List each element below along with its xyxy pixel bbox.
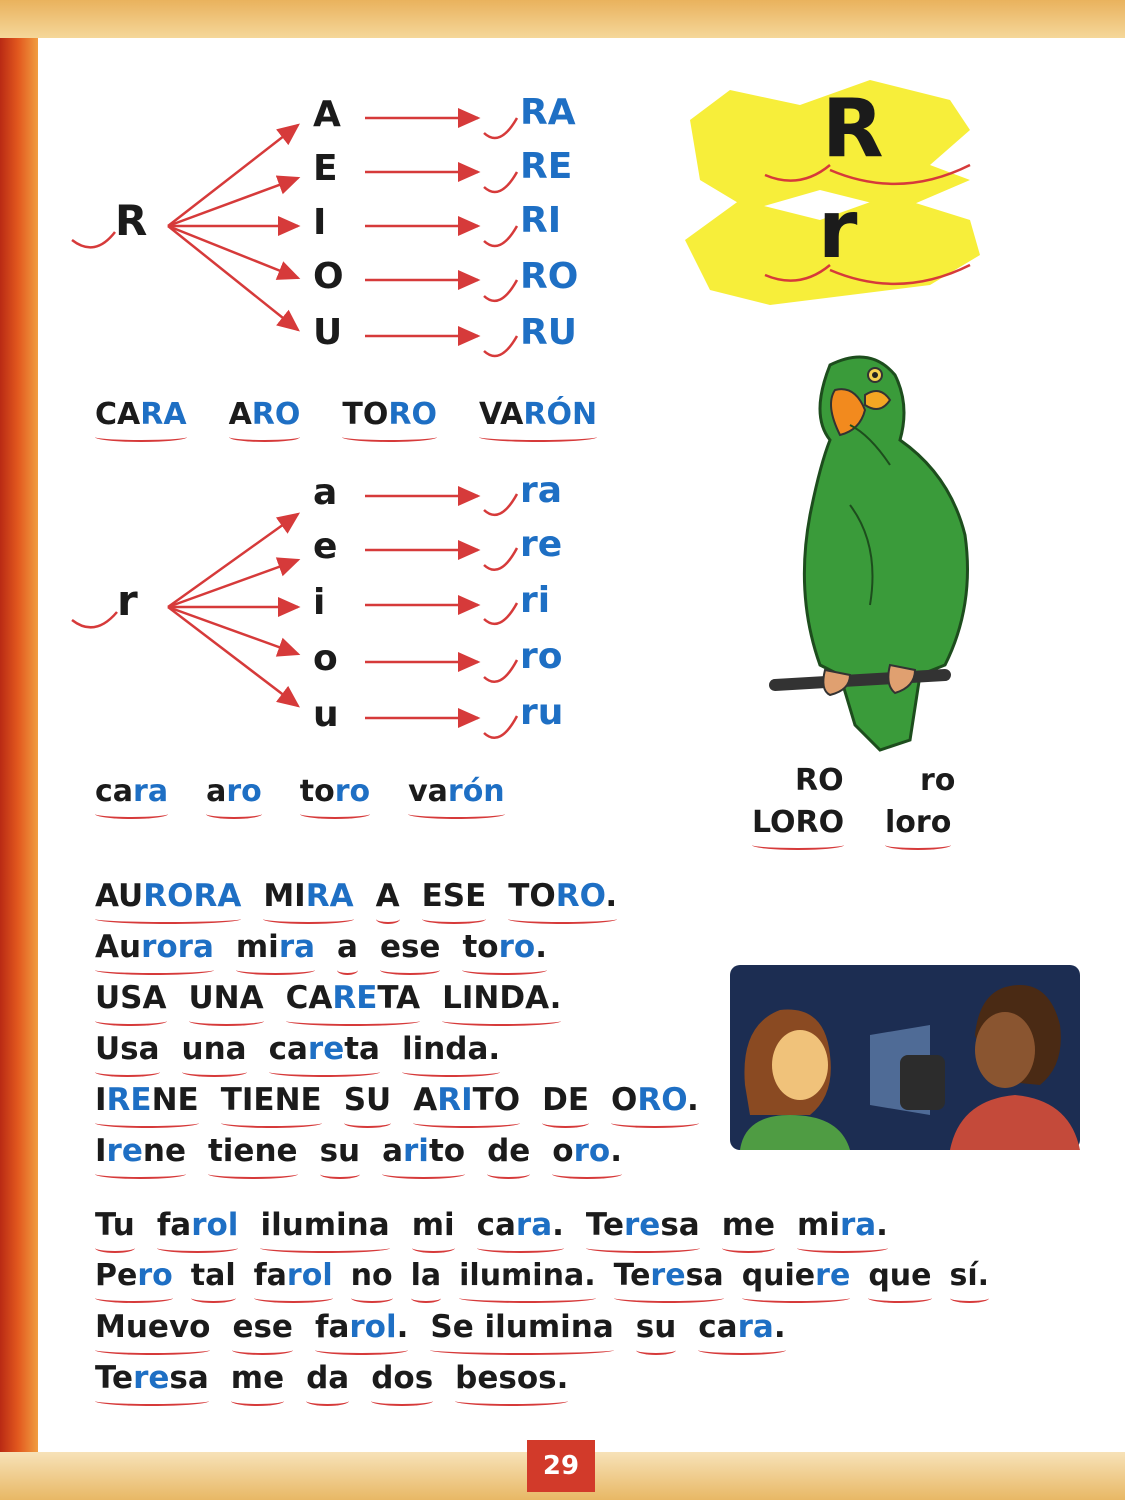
word: dos <box>371 1360 433 1400</box>
word: CARETA <box>286 980 421 1020</box>
word: AURORA <box>95 878 241 918</box>
word: Muevo <box>95 1309 210 1349</box>
word: linda. <box>402 1031 500 1071</box>
upper-vowel: U <box>313 312 343 353</box>
word: Teresa <box>586 1207 700 1247</box>
lower-vowel: a <box>313 472 338 513</box>
word: me <box>722 1207 775 1247</box>
word: una <box>182 1031 247 1071</box>
word: a <box>337 929 358 969</box>
parrot-illustration <box>760 345 980 755</box>
word: cara. <box>477 1207 564 1247</box>
word: quiere <box>742 1258 851 1297</box>
upper-word-row <box>95 397 597 436</box>
upper-vowel: A <box>313 94 341 135</box>
sentence-line <box>95 878 639 918</box>
word: tal <box>191 1258 236 1297</box>
word: USA <box>95 980 167 1020</box>
lower-syllable: ra <box>520 470 563 511</box>
lower-vowel: o <box>313 638 338 679</box>
parrot-caption-syllable-upper: RO <box>795 763 844 798</box>
upper-syllable: RA <box>520 92 576 133</box>
word: la <box>411 1258 442 1297</box>
word: aro <box>206 774 262 813</box>
lower-vowel: u <box>313 694 339 735</box>
word: ARO <box>229 397 301 436</box>
word: mi <box>412 1207 455 1247</box>
lantern-illustration <box>730 965 1080 1150</box>
letter-card-upper: R <box>822 82 884 175</box>
word: da <box>306 1360 349 1400</box>
upper-vowel: O <box>313 256 344 297</box>
word: ESE <box>422 878 487 918</box>
word: Se ilumina <box>430 1309 613 1349</box>
word: cara. <box>698 1309 785 1349</box>
word: LINDA. <box>442 980 561 1020</box>
word: mira. <box>797 1207 888 1247</box>
word: TIENE <box>221 1082 322 1122</box>
upper-vowel: E <box>313 148 338 189</box>
word: TORO <box>342 397 437 436</box>
upper-syllable: RU <box>520 312 577 353</box>
word: Usa <box>95 1031 160 1071</box>
word: sí. <box>950 1258 990 1297</box>
story-line <box>95 1360 590 1400</box>
word: VARÓN <box>479 397 597 436</box>
lower-syllable: ri <box>520 580 551 621</box>
word: no <box>351 1258 393 1297</box>
lower-consonant: r <box>117 576 138 625</box>
story-line <box>95 1309 808 1349</box>
word: ilumina <box>260 1207 389 1247</box>
sentence-line <box>95 1082 721 1122</box>
word: Pero <box>95 1258 173 1297</box>
story-line <box>95 1258 989 1297</box>
upper-syllable: RO <box>520 256 579 297</box>
parrot-caption-syllable-lower: ro <box>920 763 956 798</box>
word: cara <box>95 774 168 813</box>
word: tiene <box>208 1133 298 1173</box>
word: su <box>636 1309 677 1349</box>
parrot-caption-word-lower: loro <box>885 805 951 844</box>
word: de <box>487 1133 530 1173</box>
word: que <box>868 1258 931 1297</box>
word: ARITO <box>413 1082 520 1122</box>
sentence-line <box>95 980 583 1020</box>
story-line <box>95 1207 910 1247</box>
parrot-caption-word-upper: LORO <box>752 805 844 844</box>
letter-card-lower: r <box>818 183 858 276</box>
sentence-line <box>95 929 569 969</box>
upper-syllable: RE <box>520 146 573 187</box>
word: DE <box>542 1082 589 1122</box>
word: mira <box>236 929 315 969</box>
word: IRENE <box>95 1082 199 1122</box>
word: ese <box>380 929 441 969</box>
word: MIRA <box>263 878 353 918</box>
lower-vowel: e <box>313 526 338 567</box>
lower-word-row <box>95 774 505 813</box>
upper-vowel: I <box>313 202 327 243</box>
upper-consonant: R <box>115 196 148 245</box>
word: Aurora <box>95 929 214 969</box>
word: Irene <box>95 1133 186 1173</box>
word: farol <box>254 1258 333 1297</box>
lower-syllable: ro <box>520 636 563 677</box>
lower-syllable: ru <box>520 692 564 733</box>
word: toro. <box>462 929 547 969</box>
word: toro <box>300 774 370 813</box>
word: oro. <box>552 1133 622 1173</box>
word: me <box>231 1360 284 1400</box>
word: SU <box>344 1082 392 1122</box>
lower-vowel: i <box>313 582 326 623</box>
word: farol <box>157 1207 239 1247</box>
word: Teresa <box>614 1258 724 1297</box>
sentence-line <box>95 1133 644 1173</box>
lower-syllable: re <box>520 524 563 565</box>
sentence-line <box>95 1031 522 1071</box>
word: ORO. <box>611 1082 699 1122</box>
word: Teresa <box>95 1360 209 1400</box>
page-number: 29 <box>527 1440 595 1492</box>
word: TORO. <box>508 878 617 918</box>
word: besos. <box>455 1360 568 1400</box>
word: A <box>376 878 400 918</box>
word: ilumina. <box>459 1258 595 1297</box>
upper-syllable: RI <box>520 200 562 241</box>
word: farol. <box>315 1309 408 1349</box>
word: ese <box>232 1309 293 1349</box>
word: arito <box>382 1133 465 1173</box>
word: UNA <box>189 980 264 1020</box>
word: su <box>320 1133 361 1173</box>
word: careta <box>269 1031 380 1071</box>
word: varón <box>408 774 505 813</box>
word: Tu <box>95 1207 135 1247</box>
word: CARA <box>95 397 187 436</box>
